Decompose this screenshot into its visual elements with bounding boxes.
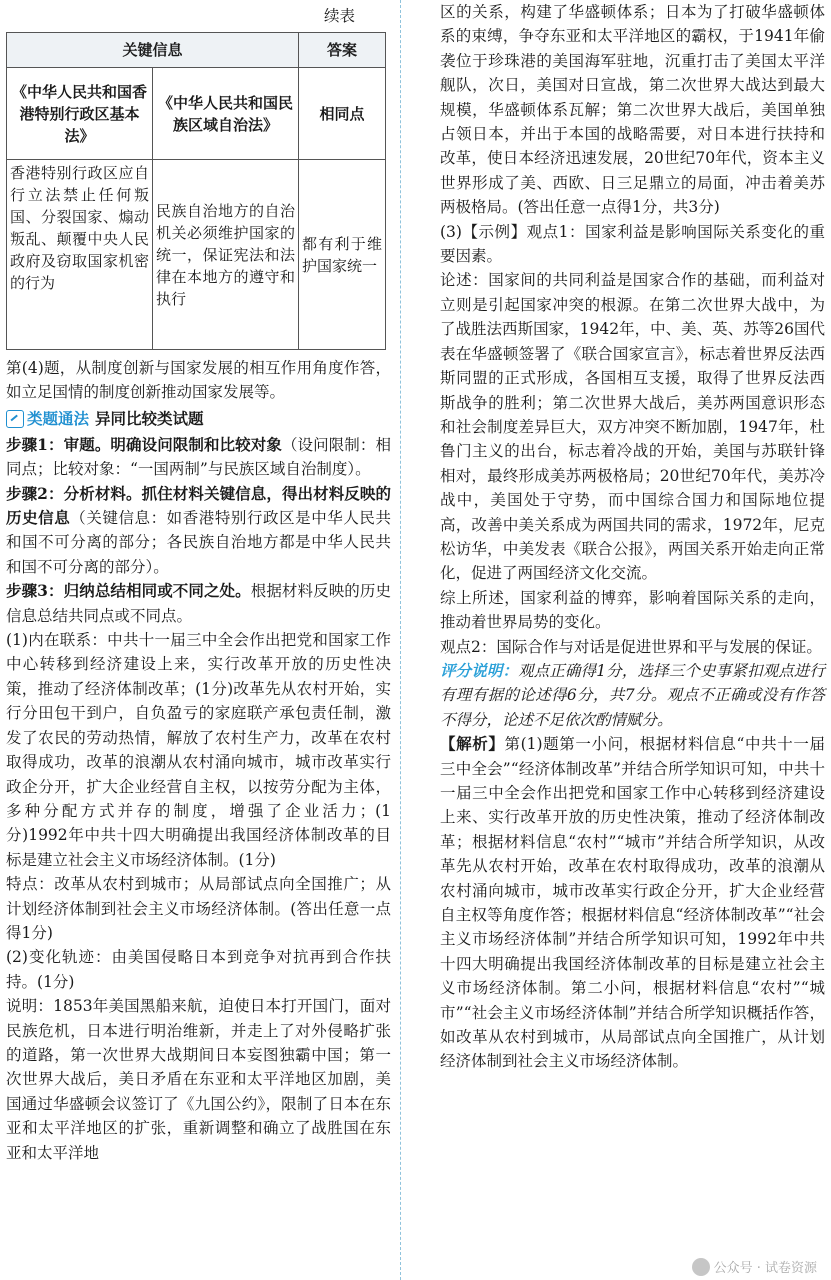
answer-1-features: 特点：改革从农村到城市；从局部试点向全国推广；从计划经济体制到社会主义市场经济体制。(答出任意一点得1分)	[6, 875, 391, 942]
column-divider	[400, 0, 401, 1280]
step-1	[6, 433, 391, 482]
table-header-row	[7, 33, 386, 68]
left-column	[6, 0, 391, 1165]
method-heading	[6, 407, 391, 431]
answer-3-viewpoint-1	[440, 220, 825, 269]
table-row	[7, 68, 386, 160]
step-1-text: （设问限制：相同点；比较对象：“一国两制”与民族区域自治制度）。	[6, 435, 391, 479]
step-2	[6, 482, 391, 580]
scoring-text: 观点正确得1分，选择三个史事紧扣观点进行有理有据的论述得6分，共7分。观点不正确或没有作答不得分，论述不足依次酌情赋分。	[440, 661, 825, 729]
example-label: (3)【示例】	[440, 222, 527, 241]
method-tag-label: 类题通法	[27, 408, 90, 428]
method-tag	[6, 407, 89, 431]
watermark-text: 公众号 · 试卷资源	[713, 1261, 817, 1276]
header-key-info: 关键信息	[7, 33, 299, 68]
right-column	[440, 0, 825, 1074]
answer-2-explanation: 说明：1853年美国黑船来航，迫使日本打开国门，面对民族危机，日本进行明治维新，并走上了对外侵略扩张的道路，第一次世界大战期间日本妄图独霸中国；第一次世界大战后，美日矛盾在东亚和太平洋地区加剧，美国通过华盛顿会议签订了《九国公约》，限制了日本在东亚和太平洋地区的扩张，重新调整和确立了战胜国在东亚和太平洋地	[6, 997, 391, 1162]
continued-label: 续表	[323, 7, 355, 25]
q4-note: 第(4)题，从制度创新与国家发展的相互作用角度作答，如立足国情的制度创新推动国家发展等。	[6, 359, 391, 402]
analysis-label: 【解析】	[440, 734, 505, 754]
analysis	[440, 732, 825, 1074]
scoring-note	[440, 659, 825, 732]
step-2-title: 步骤2：分析材料。抓住材料关键信息，得出材料反映的历史信息	[6, 483, 391, 528]
method-title: 异同比较类试题	[95, 408, 204, 428]
answer-3-argument: 论述：国家间的共同利益是国家合作的基础，而利益对立则是引起国家冲突的根源。在第二次世界大战中，为了战胜法西斯国家，1942年，中、美、英、苏等26国代表在华盛顿签署了《联合国家宣言》，标志着世界反法西斯同盟的正式形成，各国相互支援，取得了世界反法西斯战争的胜利；第二次世界大战后，美苏两国意识形态和社会制度差异巨大，双方冲突不断加剧，1947年，杜鲁门主义的出台，标志着冷战的开始，美国与苏联针锋相对，最终形成美苏两极格局；20世纪70年代，美苏冷战中，美国处于守势，而中国综合国力和国际地位提高，改善中美关系成为两国共同的需求，1972年，尼克松访华，中美发表《联合公报》，两国关系开始走向正常化，促进了两国经济文化交流。	[440, 271, 825, 583]
wechat-logo-icon	[692, 1258, 710, 1276]
step-1-title: 步骤1：审题。明确设问限制和比较对象	[6, 434, 282, 454]
analysis-text: 第(1)题第一小问，根据材料信息“中共十一届三中全会”“经济体制改革”并结合所学知识可知，中共十一届三中全会作出把党和国家工作中心转移到经济建设上来、实行改革开放的历史性决策，推动了经济体制改革；根据材料信息“农村”“城市”并结合所学知识，从改革先从农村开始，改革在农村取得成功，改革的浪潮从农村涌向城市，城市改革实行政企分开，扩大企业经营自主权等角度作答；根据材料信息“经济体制改革”“社会主义市场经济体制”并结合所学知识可知，1992年中共十四大明确提出我国经济体制改革的目标是建立社会主义市场经济体制。第二小问，根据材料信息“农村”“城市”“社会主义市场经济体制”并结合所学知识概括作答，如改革从农村到城市，从局部试点向全国推广，从计划经济体制到社会主义市场经济体制。	[440, 735, 825, 1071]
cell-answer-unity: 都有利于维护国家统一	[299, 160, 386, 350]
header-answer: 答案	[299, 33, 386, 68]
answer-1-connection: (1)内在联系：中共十一届三中全会作出把党和国家工作中心转移到经济建设上来，实行改革开放的历史性决策，推动了经济体制改革；(1分)改革先从农村开始，实行分田包干到户，自负盈亏的家庭联产承包责任制，激发了农民的劳动热情，解放了农村生产力，改革在农村取得成功，改革的浪潮从农村涌向城市，城市改革实行政企分开，扩大企业经营自主权，以按劳分配为主体，多种分配方式并存的制度，增强了企业活力；(1分)1992年中共十四大明确提出我国经济体制改革的目标是建立社会主义市场经济体制。(1分)	[6, 631, 391, 869]
cell-autonomy-provision: 民族自治地方的自治机关必须维护国家的统一，保证宪法和法律在本地方的遵守和执行	[153, 160, 299, 350]
answer-3-viewpoint-2: 观点2：国际合作与对话是促进世界和平与发展的保证。	[440, 637, 822, 656]
step-2-text: （关键信息：如香港特别行政区是中华人民共和国不可分离的部分；各民族自治地方都是中华人民共和国不可分离的部分）。	[6, 509, 391, 576]
answer-3-conclusion: 综上所述，国家利益的博弈，影响着国际关系的走向，推动着世界局势的变化。	[440, 588, 825, 632]
scoring-label: 评分说明：	[440, 660, 519, 680]
answer-2-trajectory: (2)变化轨迹：由美国侵略日本到竞争对抗再到合作扶持。(1分)	[6, 948, 391, 991]
watermark	[692, 1257, 817, 1276]
cell-hk-provision: 香港特别行政区应自行立法禁止任何叛国、分裂国家、煽动叛乱、颠覆中央人民政府及窃取国家机密的行为	[7, 160, 153, 350]
step-3-text: 根据材料反映的历史信息总结共同点或不同点。	[6, 582, 391, 625]
step-3	[6, 579, 391, 628]
pencil-note-icon	[6, 410, 24, 428]
table-row	[7, 160, 386, 350]
answer-2-continued: 区的关系，构建了华盛顿体系；日本为了打破华盛顿体系的束缚，争夺东亚和太平洋地区的霸权，于1941年偷袭位于珍珠港的美国海军驻地，沉重打击了美国太平洋舰队，次日，美国对日宣战，第二次世界大战达到最大规模，华盛顿体系瓦解；第二次世界大战后，美国单独占领日本，并出于本国的战略需要，对日本进行扶持和改革，使日本经济迅速发展，20世纪70年代，资本主义世界形成了美、西欧、日三足鼎立的局面，冲击着美苏两极格局。(答出任意一点得1分，共3分)	[440, 3, 825, 217]
step-3-title: 步骤3：归纳总结相同或不同之处。	[6, 581, 251, 601]
cell-autonomy-law: 《中华人民共和国民族区域自治法》	[153, 68, 299, 160]
key-info-table	[6, 32, 386, 350]
cell-basic-law: 《中华人民共和国香港特别行政区基本法》	[7, 68, 153, 160]
cell-answer-common: 相同点	[299, 68, 386, 160]
viewpoint-1-text: 观点1：国家利益是影响国际关系变化的重要因素。	[440, 222, 825, 266]
